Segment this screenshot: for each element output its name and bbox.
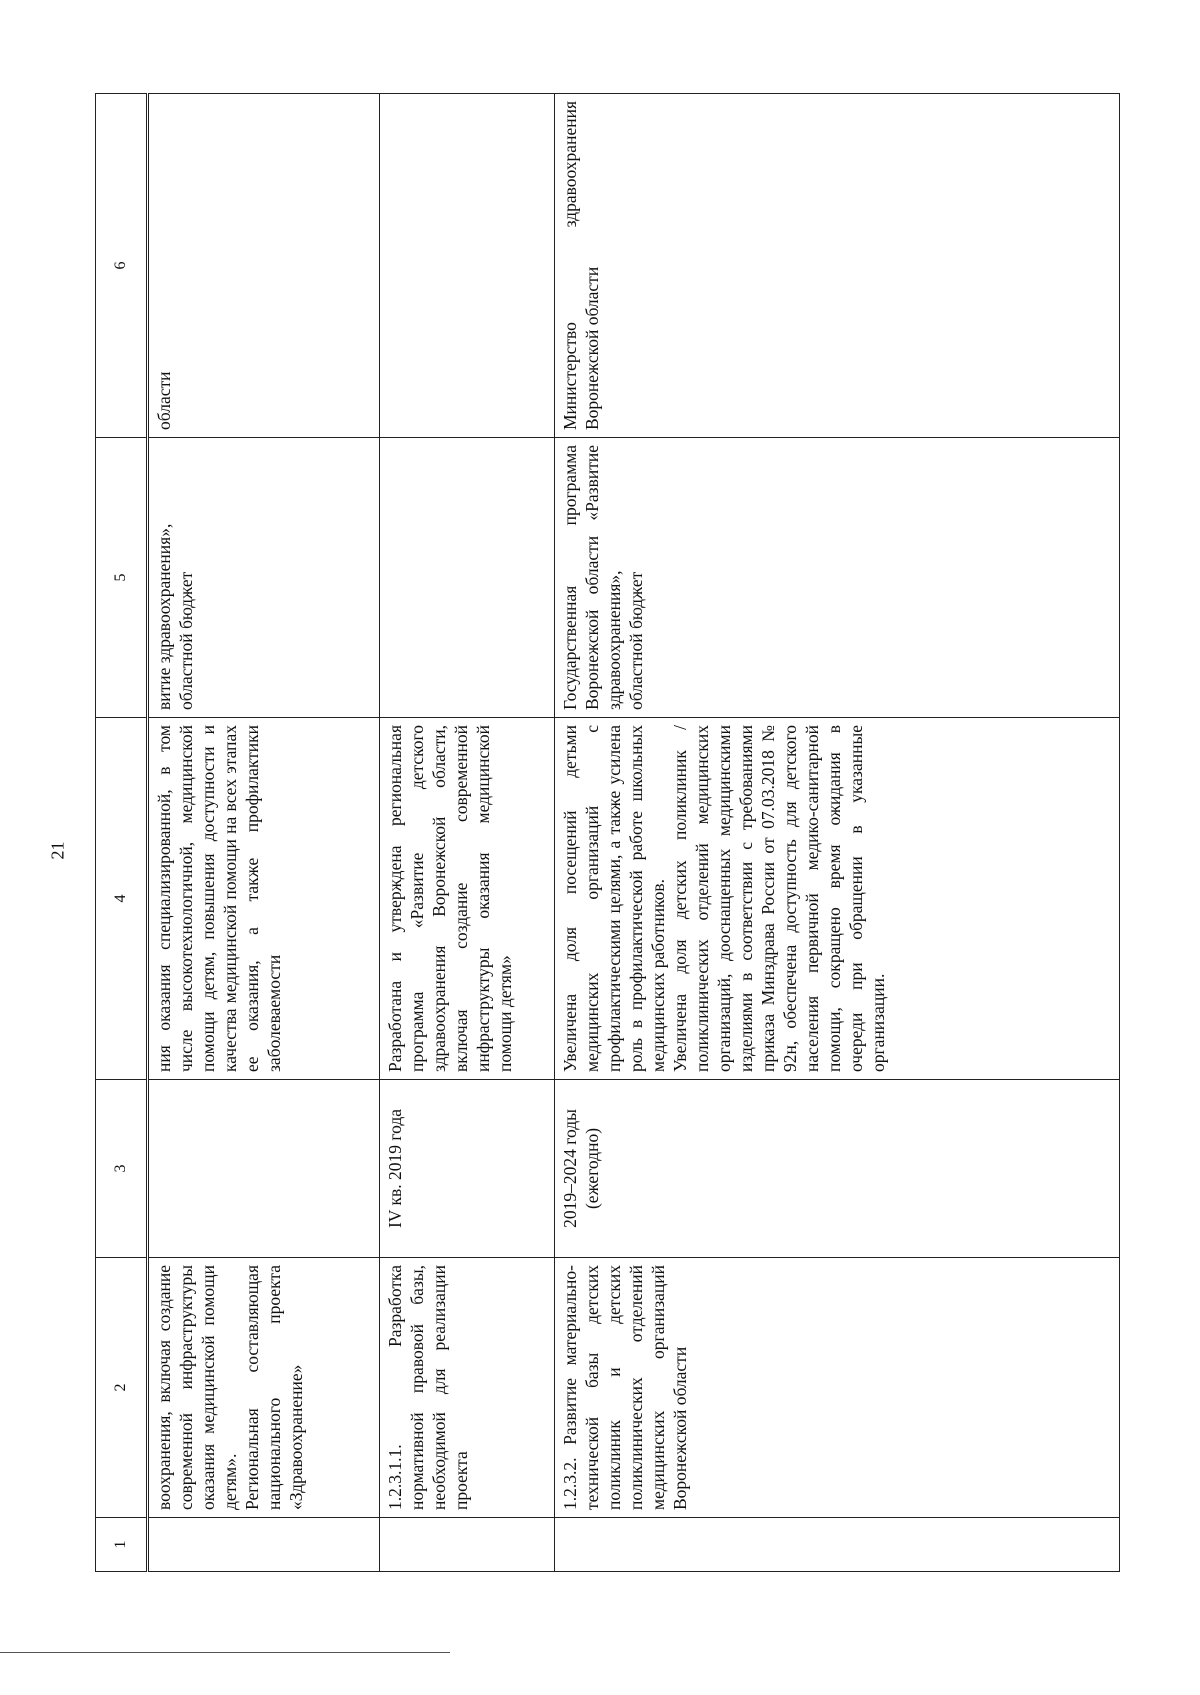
header-row xyxy=(96,94,148,1572)
header-col-6: 6 xyxy=(96,94,148,438)
cell-responsible: области xyxy=(148,94,380,438)
header-col-5: 5 xyxy=(96,438,148,718)
cell-funding xyxy=(379,438,554,718)
cell-responsible: Министерство здравоохранения Воронежской области xyxy=(554,94,1119,438)
cell-responsible xyxy=(379,94,554,438)
plan-table xyxy=(95,93,1120,1572)
cell-funding xyxy=(554,438,1119,718)
cell-text: областной бюджет xyxy=(176,571,196,710)
header-col-1: 1 xyxy=(96,1518,148,1572)
cell-funding xyxy=(148,438,380,718)
table-row xyxy=(554,94,1119,1572)
cell-text: Увеличена доля посещений детьми медицинских организаций с профилактическими целями, а также усилена роль в профилактической работе школьных медицинских работников. xyxy=(559,725,668,1072)
cell-result xyxy=(554,718,1119,1080)
header-col-4: 4 xyxy=(96,718,148,1080)
cell-result: Разработана и утверждена региональная программа «Развитие детского здравоохранения Воронежской области, включая создание современной инфраструктуры оказания медицинской помощи детям» xyxy=(379,718,554,1080)
cell-activity xyxy=(148,1258,380,1518)
cell-text: Региональная составляющая национального проекта «Здравоохранение» xyxy=(242,1265,306,1510)
cell-number xyxy=(148,1518,380,1572)
cell-activity: 1.2.3.2. Развитие материально-технической базы детских поликлиник и детских поликлинических отделений медицинских организаций Воронежской области xyxy=(554,1258,1119,1518)
rotated-table-container xyxy=(95,94,1120,1572)
cell-text: Увеличена доля детских поликлиник / поликлинических отделений медицинских организаций, дооснащенных медицинскими изделиями в соответствии с требованиями приказа Минздрава России от 07.03.2018 № 92н, обеспечена доступность для детского населения первичной медико-санитарной помощи, сокращено время ожидания в очереди при обращении в указанные организации. xyxy=(669,725,888,1072)
cell-text: витие здравоохранения», xyxy=(154,523,174,710)
page-number xyxy=(46,830,70,870)
cell-number xyxy=(554,1518,1119,1572)
cell-text: областной бюджет xyxy=(625,571,646,710)
cell-number xyxy=(379,1518,554,1572)
cell-deadline: 2019–2024 годы (ежегодно) xyxy=(554,1080,1119,1258)
table-row xyxy=(379,94,554,1572)
cell-result: ния оказания специализированной, в том числе высокотехнологичной, медицинской помощи детям, повышения доступности и качества медицинской помощи на всех этапах ее оказания, а также профилактики заболеваемости xyxy=(148,718,380,1080)
cell-activity: 1.2.3.1.1. Разработка нормативной правовой базы, необходимой для реализации проекта xyxy=(379,1258,554,1518)
footer-rule xyxy=(0,1652,450,1653)
cell-deadline: IV кв. 2019 года xyxy=(379,1080,554,1258)
page-number-text: 21 xyxy=(47,841,68,859)
header-col-3: 3 xyxy=(96,1080,148,1258)
header-col-2: 2 xyxy=(96,1258,148,1518)
cell-text: воохранения, включая создание современной инфраструктуры оказания медицинской помощи детям». xyxy=(154,1265,240,1510)
table-row xyxy=(148,94,380,1572)
cell-deadline xyxy=(148,1080,380,1258)
cell-text: Государственная программа Воронежской области «Развитие здравоохранения», xyxy=(559,445,624,710)
